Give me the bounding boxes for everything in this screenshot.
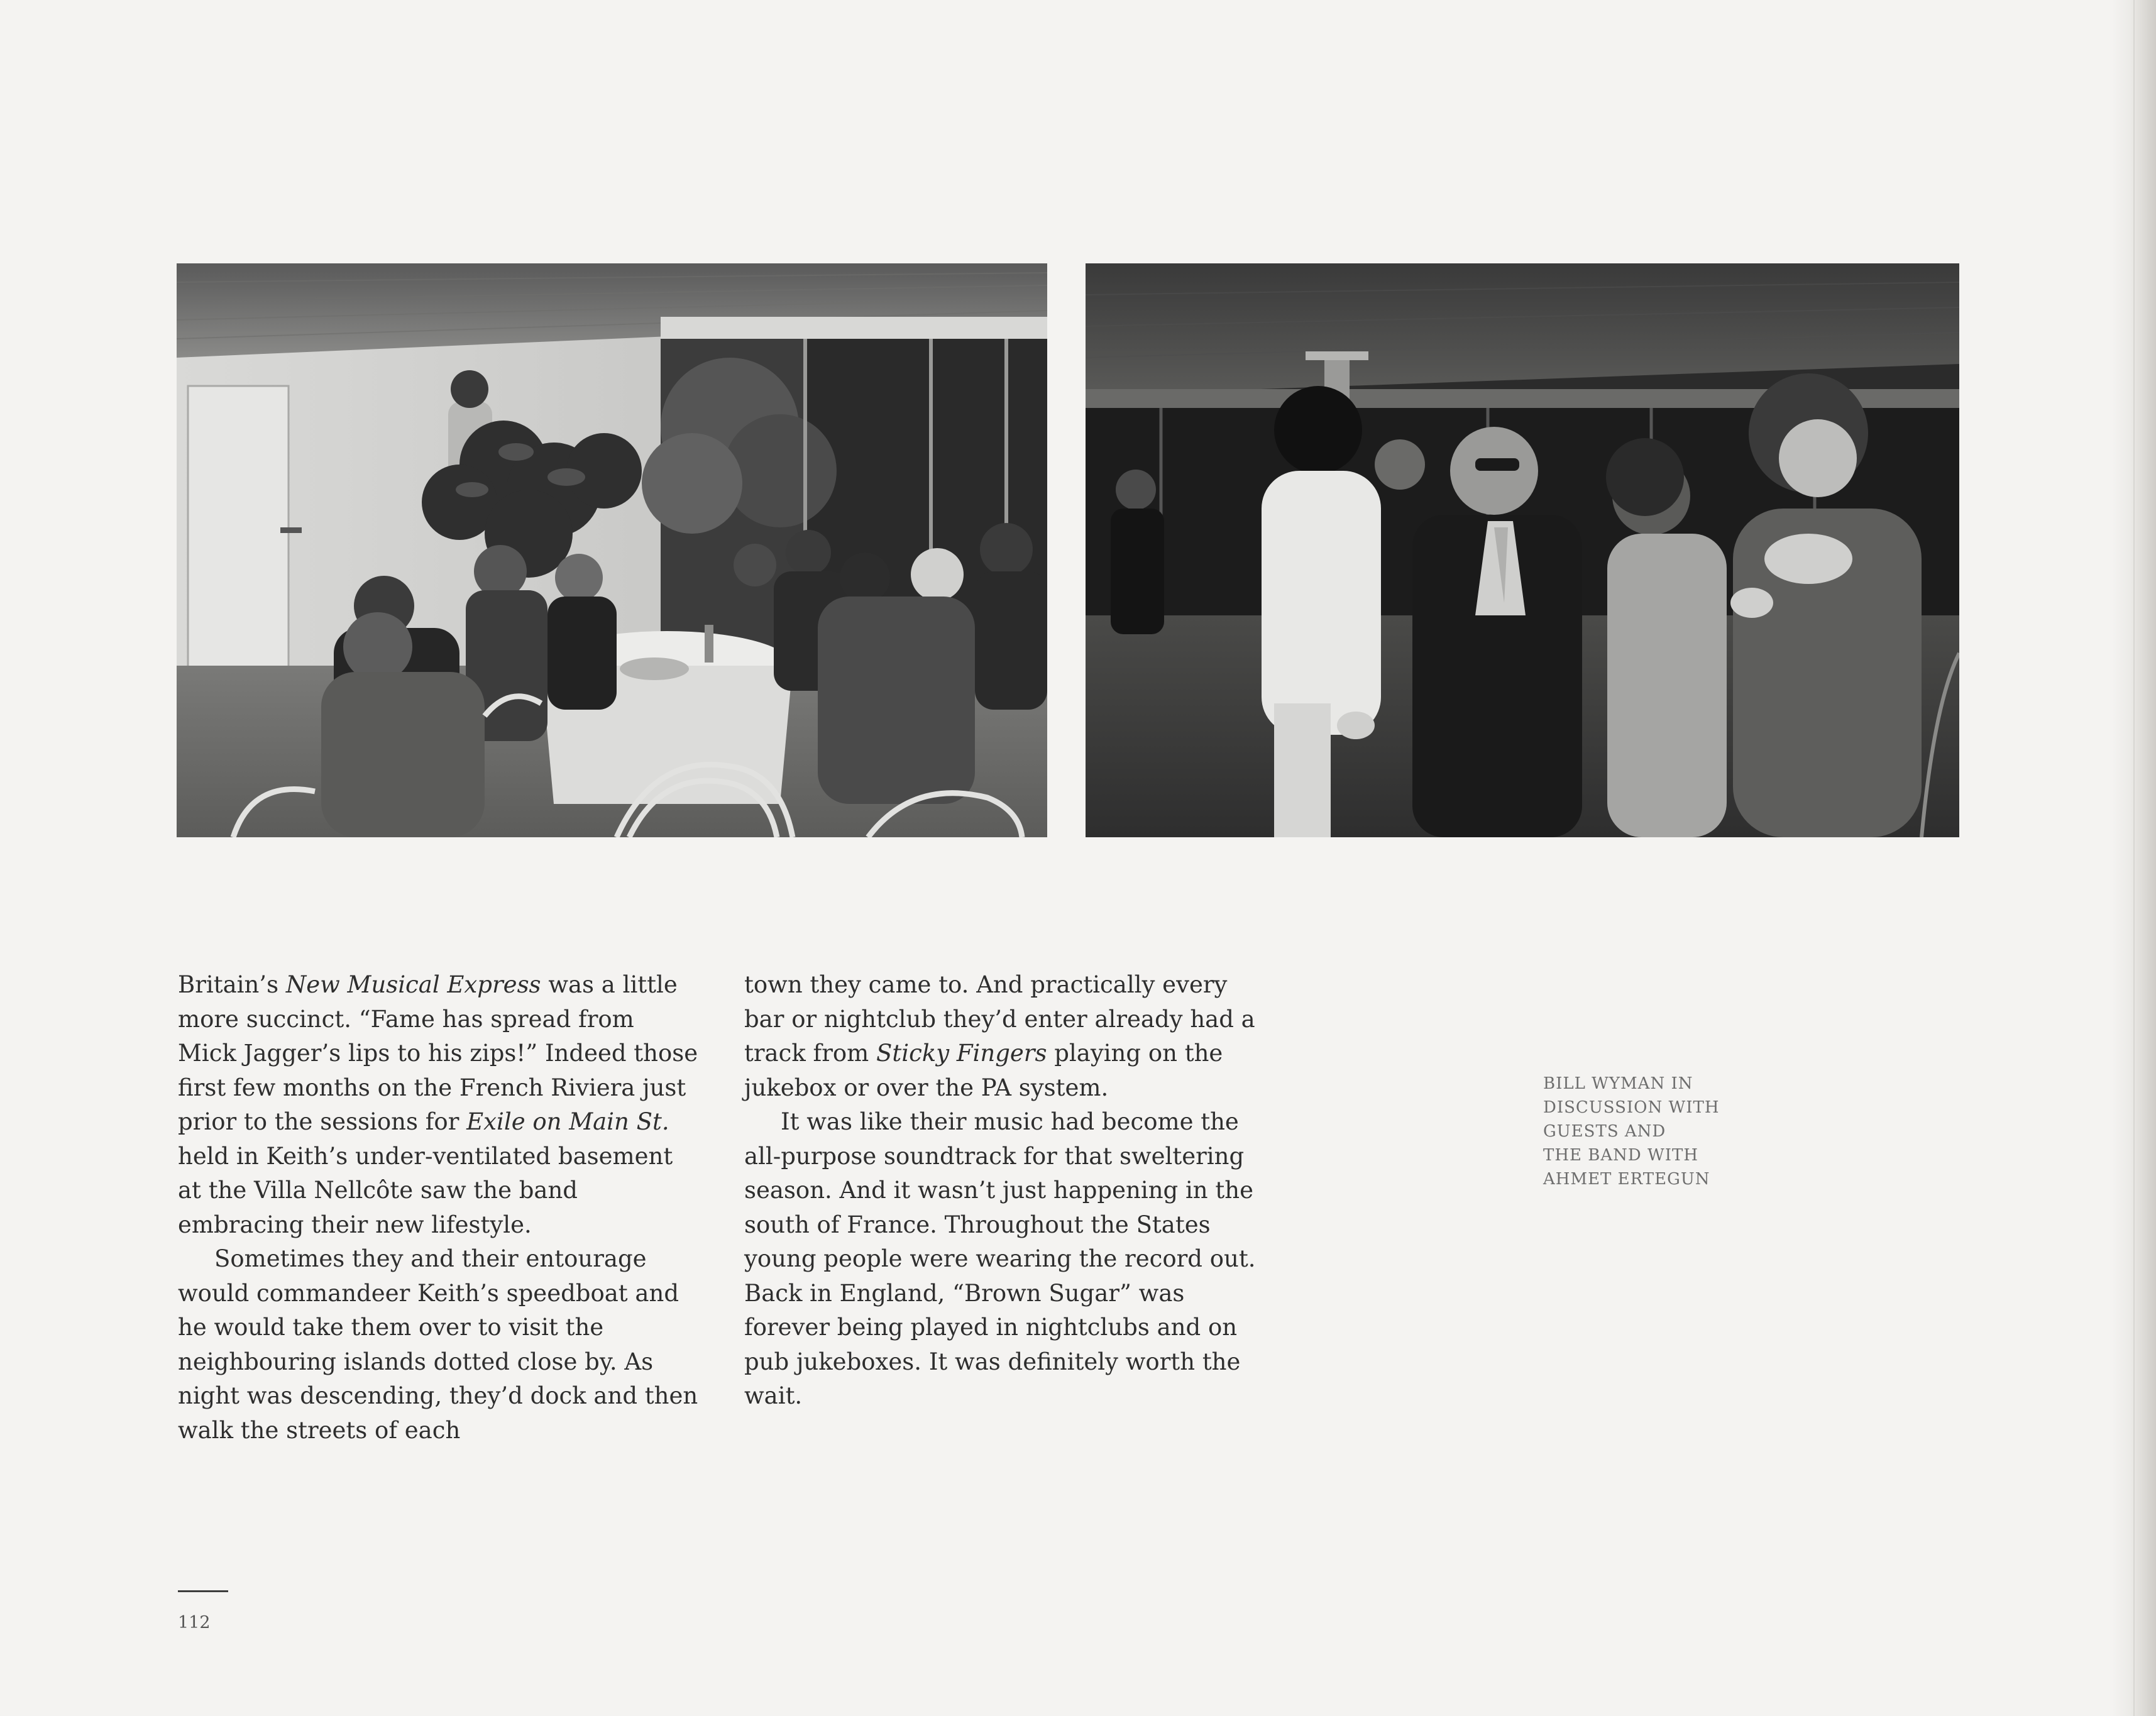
photo-terrace-dinner-icon — [177, 263, 1047, 837]
p3-italic-title-sticky-fingers: Sticky Fingers — [876, 1040, 1047, 1067]
caption-line: DISCUSSION WITH — [1543, 1098, 1720, 1117]
p3-text-b: playing on the jukebox or over the PA system. — [744, 1040, 1223, 1101]
photo-band-with-guests — [1086, 263, 1959, 837]
p1-italic-title-exile: Exile on Main St. — [466, 1108, 669, 1135]
caption-line: THE BAND WITH — [1543, 1146, 1699, 1165]
caption-line: GUESTS AND — [1543, 1122, 1666, 1141]
body-text-column-1 — [178, 968, 700, 1448]
photo-caption — [1543, 1072, 1751, 1191]
paragraph-1 — [178, 968, 700, 1242]
p1-text-a: Britain’s — [178, 971, 286, 998]
page-edge-gutter — [2112, 0, 2156, 1716]
page-number: 112 — [178, 1613, 211, 1632]
folio-rule — [178, 1590, 228, 1592]
photo-terrace-dinner — [177, 263, 1047, 837]
paragraph-3 — [744, 968, 1266, 1105]
p1-italic-title-nme: New Musical Express — [285, 971, 541, 998]
paragraph-4: It was like their music had become the all-purpose soundtrack for that sweltering season. And it wasn’t just happening in the south of France. Throughout the States young people were wearing the record out. Back in England, “Brown Sugar” was forever being played in nightclubs and on pub jukeboxes. It was definitely worth the wait. — [744, 1108, 1256, 1409]
caption-line: AHMET ERTEGUN — [1543, 1170, 1710, 1189]
p1-text-c: held in Keith’s under-ventilated basement at the Villa Nellcôte saw the band embracing their new lifestyle. — [178, 1142, 673, 1238]
body-text-column-2 — [744, 968, 1266, 1414]
paragraph-2: Sometimes they and their entourage would commandeer Keith’s speedboat and he would take them over to visit the neighbouring islands dotted close by. As night was descending, they’d dock and then walk the streets of each — [178, 1245, 698, 1444]
p3-text-a: town they came to. And practically every bar or nightclub they’d enter already had a track from — [744, 971, 1255, 1067]
p1-text-b: was a little more succinct. “Fame has spread from Mick Jagger’s lips to his zips!” Indeed those first few months on the French Riviera just prior to the sessions for — [178, 971, 698, 1135]
photo-band-with-guests-icon — [1086, 263, 1959, 837]
caption-line: BILL WYMAN IN — [1543, 1074, 1693, 1093]
